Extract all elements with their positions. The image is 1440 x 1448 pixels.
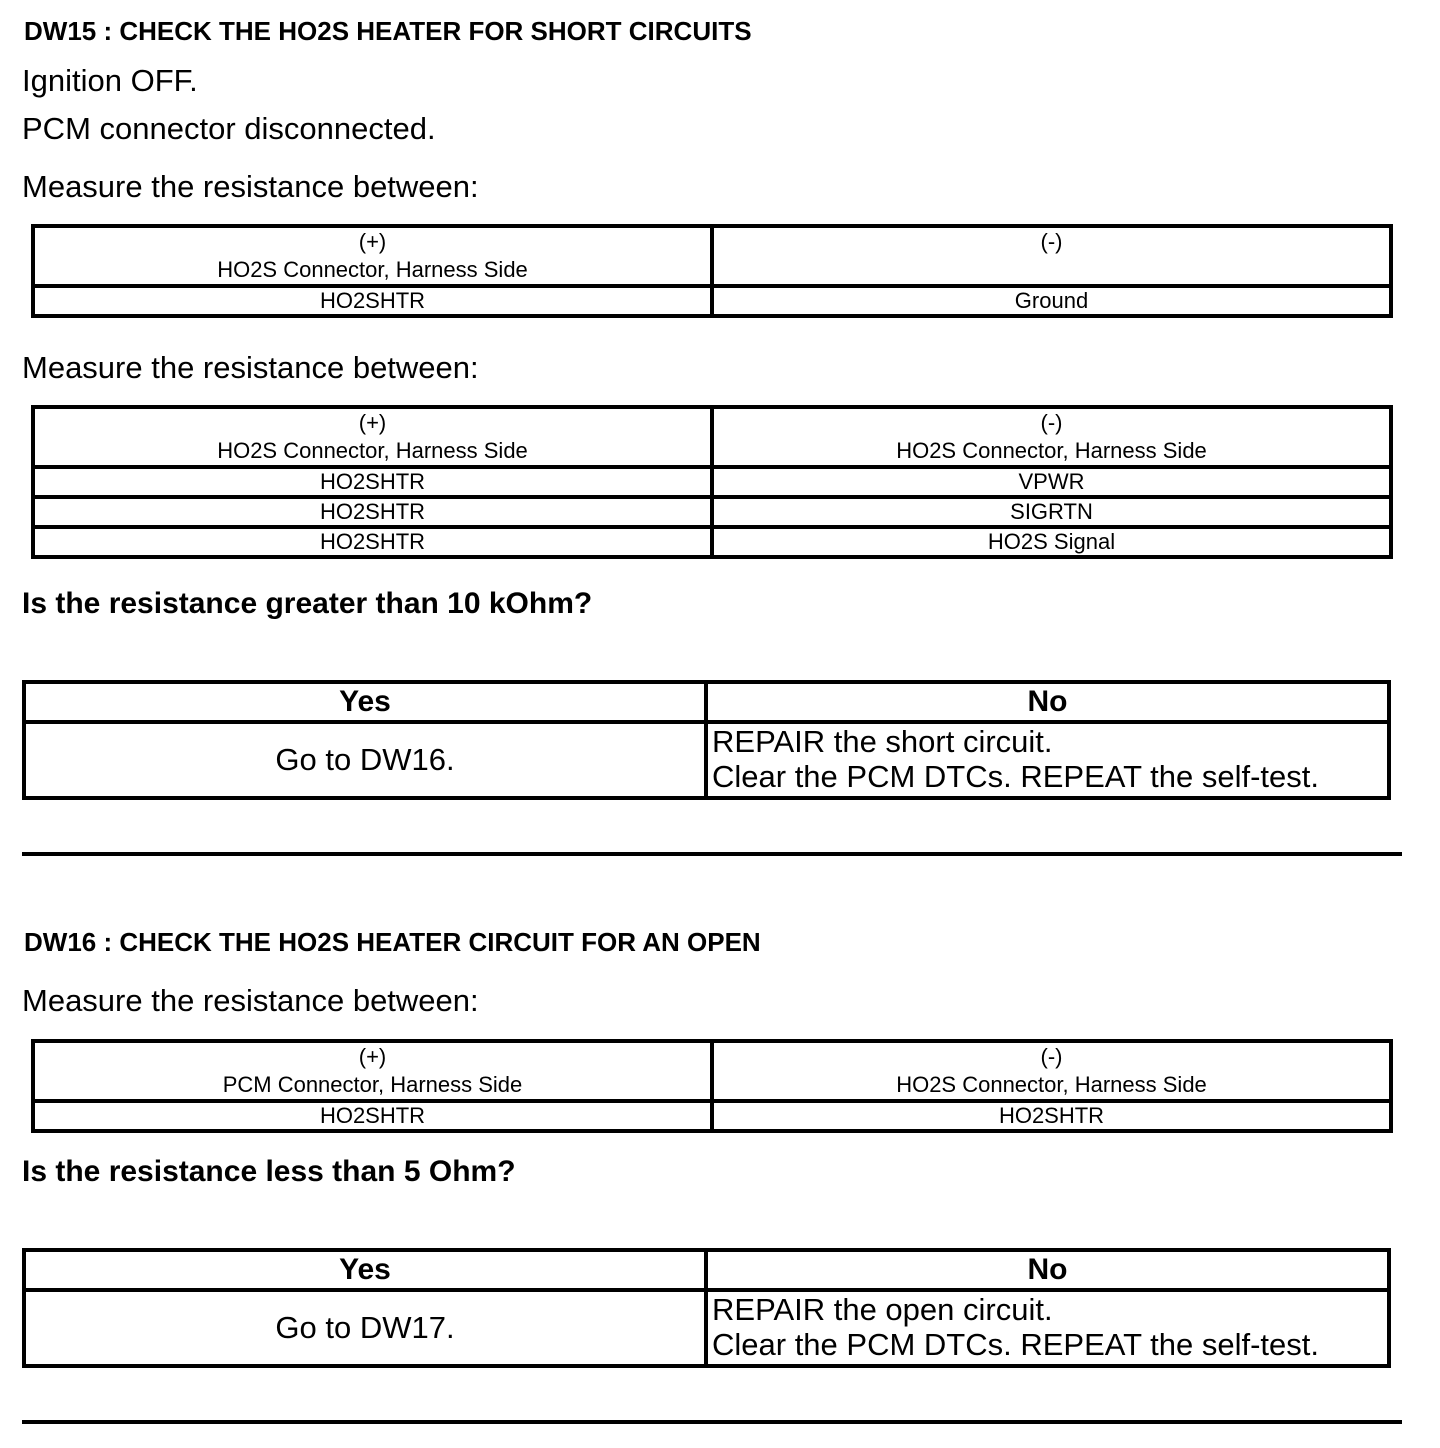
plus-pin: HO2SHTR: [33, 527, 712, 557]
plus-label: (+): [358, 229, 387, 254]
table-row: [33, 497, 1391, 527]
plus-column-header: [33, 407, 712, 467]
minus-pin: Ground: [712, 286, 1391, 316]
plus-pin: HO2SHTR: [33, 286, 712, 316]
no-action-line-1: REPAIR the open circuit.: [712, 1292, 1053, 1327]
minus-label: (-): [1040, 410, 1063, 435]
minus-column-header: [712, 407, 1391, 467]
step-pcm-disconnected: PCM connector disconnected.: [22, 111, 436, 146]
minus-pin: SIGRTN: [712, 497, 1391, 527]
plus-column-header: [33, 1041, 712, 1101]
test-question: Is the resistance greater than 10 kOhm?: [22, 587, 593, 620]
no-action: [706, 1290, 1389, 1366]
step-ignition-off: Ignition OFF.: [22, 63, 198, 98]
table-header-row: [33, 226, 1391, 286]
plus-column-header: [33, 226, 712, 286]
minus-pin: VPWR: [712, 467, 1391, 497]
dw15-title: DW15 : CHECK THE HO2S HEATER FOR SHORT CIRCUITS: [24, 16, 752, 46]
no-header: No: [706, 1250, 1389, 1290]
decision-header-row: [24, 1250, 1389, 1290]
minus-pin: HO2SHTR: [712, 1101, 1391, 1131]
minus-connector-label: HO2S Connector, Harness Side: [896, 438, 1207, 463]
dw16-decision-table: [22, 1248, 1391, 1368]
dw15-measure-table-2: [31, 405, 1393, 559]
yes-header: Yes: [24, 682, 706, 722]
measure-label: Measure the resistance between:: [22, 983, 479, 1018]
dw15-measure-table-1: [31, 224, 1393, 318]
plus-connector-label: PCM Connector, Harness Side: [222, 1072, 523, 1097]
plus-pin: HO2SHTR: [33, 1101, 712, 1131]
minus-label: (-): [1040, 229, 1063, 254]
dw15-decision-table: [22, 680, 1391, 800]
plus-label: (+): [358, 1044, 387, 1069]
yes-action: Go to DW16.: [24, 722, 706, 798]
measure-label: Measure the resistance between:: [22, 169, 479, 204]
no-action-line-2: Clear the PCM DTCs. REPEAT the self-test.: [712, 1327, 1319, 1362]
table-row: [33, 1101, 1391, 1131]
no-action-line-1: REPAIR the short circuit.: [712, 724, 1053, 759]
decision-header-row: [24, 682, 1389, 722]
table-row: [33, 467, 1391, 497]
table-header-row: [33, 1041, 1391, 1101]
dw16-title: DW16 : CHECK THE HO2S HEATER CIRCUIT FOR AN OPEN: [24, 927, 761, 957]
dw16-measure-table: [31, 1039, 1393, 1133]
plus-pin: HO2SHTR: [33, 497, 712, 527]
minus-column-header: [712, 226, 1391, 286]
decision-action-row: [24, 722, 1389, 798]
no-action-line-2: Clear the PCM DTCs. REPEAT the self-test.: [712, 759, 1319, 794]
plus-pin: HO2SHTR: [33, 467, 712, 497]
table-row: [33, 286, 1391, 316]
yes-header: Yes: [24, 1250, 706, 1290]
minus-label: (-): [1040, 1044, 1063, 1069]
section-divider: [22, 1420, 1402, 1424]
decision-action-row: [24, 1290, 1389, 1366]
plus-connector-label: HO2S Connector, Harness Side: [217, 257, 528, 282]
measure-label: Measure the resistance between:: [22, 350, 479, 385]
no-action: [706, 722, 1389, 798]
test-question: Is the resistance less than 5 Ohm?: [22, 1155, 516, 1188]
minus-column-header: [712, 1041, 1391, 1101]
yes-action: Go to DW17.: [24, 1290, 706, 1366]
plus-label: (+): [358, 410, 387, 435]
minus-pin: HO2S Signal: [712, 527, 1391, 557]
table-row: [33, 527, 1391, 557]
minus-connector-label: HO2S Connector, Harness Side: [896, 1072, 1207, 1097]
section-divider: [22, 852, 1402, 856]
no-header: No: [706, 682, 1389, 722]
table-header-row: [33, 407, 1391, 467]
plus-connector-label: HO2S Connector, Harness Side: [217, 438, 528, 463]
